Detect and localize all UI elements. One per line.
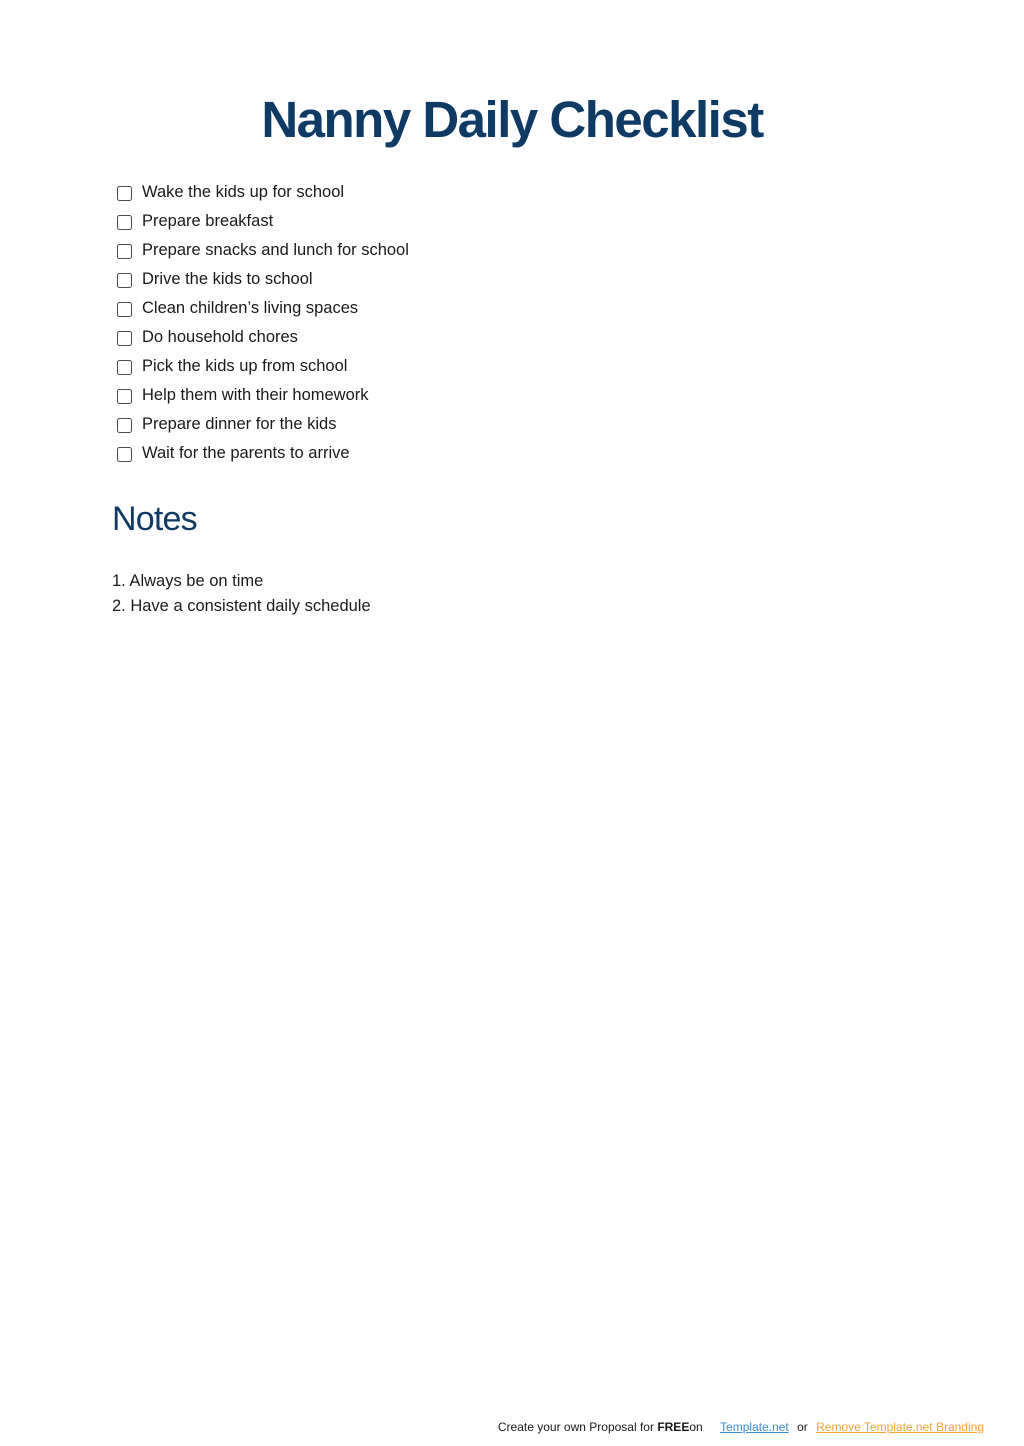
footer-free: FREE (657, 1420, 690, 1434)
checklist-item-label: Do household chores (142, 328, 298, 346)
page-title: Nanny Daily Checklist (261, 91, 763, 149)
checklist-item (117, 439, 409, 468)
checklist-item-label: Wait for the parents to arrive (142, 444, 350, 462)
checkbox[interactable] (117, 215, 132, 230)
notes-list (112, 569, 371, 619)
checkbox[interactable] (117, 418, 132, 433)
note-item: 1. Always be on time (112, 572, 264, 590)
checklist-item-label: Pick the kids up from school (142, 357, 348, 375)
footer-or: or (797, 1420, 808, 1434)
checkbox[interactable] (117, 244, 132, 259)
checklist-item (117, 236, 409, 265)
checkbox[interactable] (117, 302, 132, 317)
checkbox[interactable] (117, 389, 132, 404)
checkbox[interactable] (117, 331, 132, 346)
template-net-link[interactable]: Template.net (720, 1420, 789, 1434)
note-item: 2. Have a consistent daily schedule (112, 597, 371, 615)
footer-branding (498, 1418, 984, 1436)
checkbox[interactable] (117, 186, 132, 201)
checkbox[interactable] (117, 273, 132, 288)
checklist-item (117, 410, 409, 439)
checklist-item (117, 178, 409, 207)
checkbox[interactable] (117, 447, 132, 462)
checklist-item-label: Prepare breakfast (142, 212, 274, 230)
checklist-item-label: Prepare dinner for the kids (142, 415, 337, 433)
checklist (117, 178, 409, 468)
checklist-item (117, 265, 409, 294)
checklist-item (117, 381, 409, 410)
checklist-item (117, 294, 409, 323)
checklist-item (117, 207, 409, 236)
checklist-item (117, 352, 409, 381)
checklist-item (117, 323, 409, 352)
remove-branding-link[interactable]: Remove Template.net Branding (816, 1420, 984, 1434)
checklist-item-label: Drive the kids to school (142, 270, 313, 288)
checkbox[interactable] (117, 360, 132, 375)
checklist-item-label: Wake the kids up for school (142, 183, 345, 201)
checklist-item-label: Prepare snacks and lunch for school (142, 241, 409, 259)
footer-prefix: Create your own Proposal for (497, 1420, 658, 1434)
footer-on: on (689, 1420, 703, 1434)
checklist-item-label: Help them with their homework (142, 386, 369, 404)
checklist-item-label: Clean children’s living spaces (142, 299, 359, 317)
notes-heading: Notes (112, 500, 197, 538)
